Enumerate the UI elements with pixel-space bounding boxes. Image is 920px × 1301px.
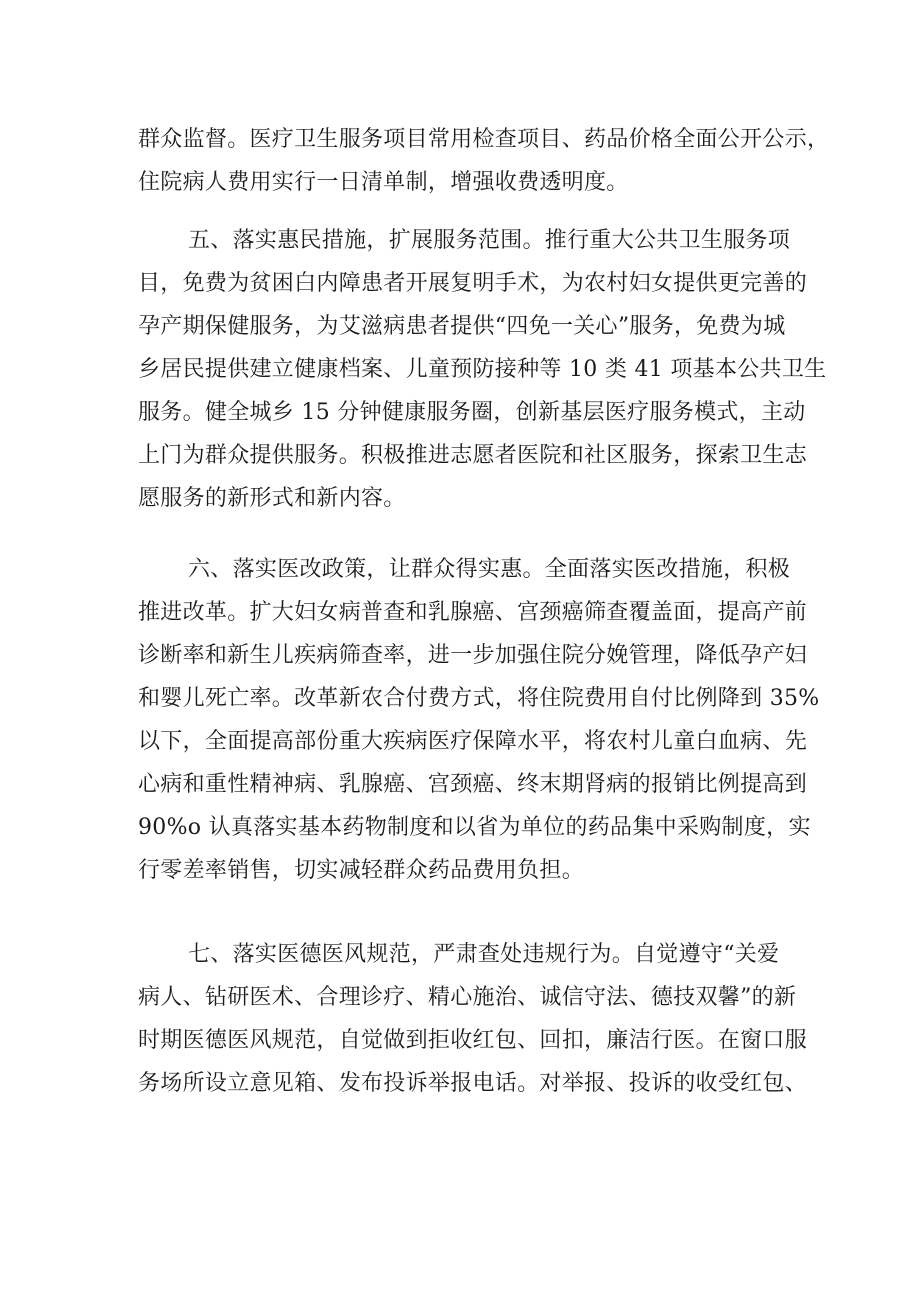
text-line: 上门为群众提供服务。积极推进志愿者医院和社区服务，探索卫生志	[138, 443, 808, 468]
text-line: 乡居民提供建立健康档案、儿童预防接种等 10 类 41 项基本公共卫生	[138, 357, 827, 382]
text-line: 心病和重性精神病、乳腺癌、宫颈癌、终末期肾病的报销比例提高到	[138, 772, 808, 797]
text-line: 和婴儿死亡率。改革新农合付费方式，将住院费用自付比例降到 35%	[138, 686, 820, 711]
text-line: 诊断率和新生儿疾病筛查率，进一步加强住院分娩管理，降低孕产妇	[138, 643, 808, 668]
text-line: 推进改革。扩大妇女病普查和乳腺癌、宫颈癌筛查覆盖面，提高产前	[138, 600, 808, 625]
paragraph-heading-six: 六、落实医改政策，让群众得实惠。全面落实医改措施，积极	[188, 557, 791, 582]
paragraph-heading-seven: 七、落实医德医风规范，严肃查处违规行为。自觉遵守“关爱	[188, 942, 780, 967]
text-line: 孕产期保健服务，为艾滋病患者提供“四免一关心”服务，免费为城	[138, 314, 786, 339]
text-line: 群众监督。医疗卫生服务项目常用检查项目、药品价格全面公开公示，	[138, 127, 830, 152]
text-line: 行零差率销售，切实减轻群众药品费用负担。	[138, 858, 585, 883]
text-line: 时期医德医风规范，自觉做到拒收红包、回扣，廉洁行医。在窗口服	[138, 1028, 808, 1053]
text-line: 目，免费为贫困白内障患者开展复明手术，为农村妇女提供更完善的	[138, 271, 808, 296]
paragraph-heading-five: 五、落实惠民措施，扩展服务范围。推行重大公共卫生服务项	[188, 228, 791, 253]
text-line: 服务。健全城乡 15 分钟健康服务圈，创新基层医疗服务模式，主动	[138, 400, 806, 425]
text-line: 以下，全面提高部份重大疾病医疗保障水平，将农村儿童白血病、先	[138, 729, 808, 754]
text-line: 90%o 认真落实基本药物制度和以省为单位的药品集中采购制度，实	[138, 815, 811, 840]
text-line: 住院病人费用实行一日清单制，增强收费透明度。	[138, 170, 629, 195]
text-line: 务场所设立意见箱、发布投诉举报电话。对举报、投诉的收受红包、	[138, 1071, 808, 1096]
text-line: 病人、钻研医术、合理诊疗、精心施治、诚信守法、德技双馨”的新	[138, 985, 797, 1010]
text-line: 愿服务的新形式和新内容。	[138, 486, 406, 511]
